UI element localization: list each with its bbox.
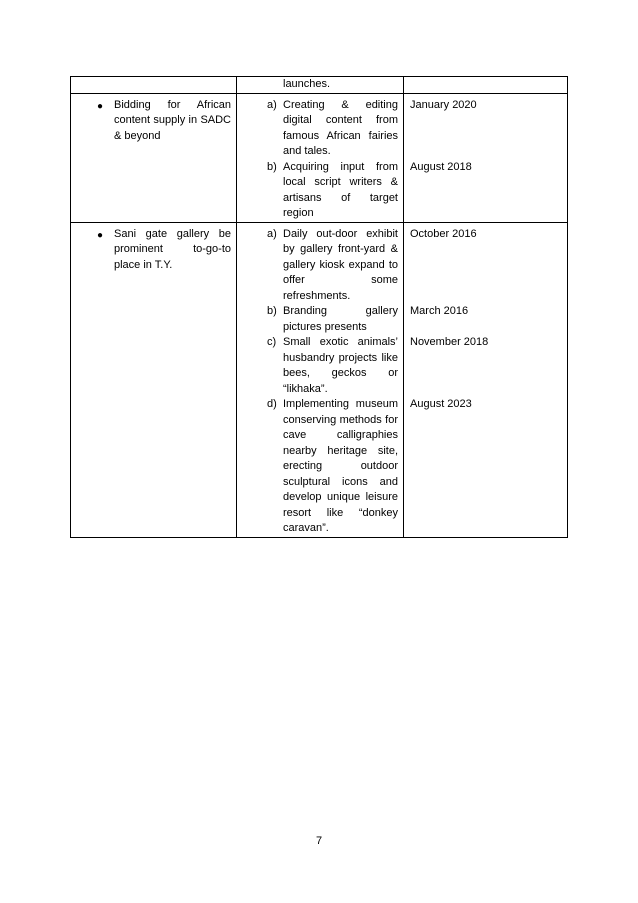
activity-text: Creating & editing digital content from famous African fairies and tales.: [283, 98, 398, 157]
date-cell: [404, 93, 568, 222]
activity-text: Branding gallery pictures presents: [283, 305, 398, 333]
list-item: [243, 397, 398, 537]
list-marker: d): [267, 398, 277, 410]
list-marker: b): [267, 160, 277, 173]
list-marker: b): [267, 305, 277, 317]
table-row: [71, 93, 568, 222]
goal-cell: [71, 222, 237, 537]
target-date: August 2018: [410, 160, 472, 173]
activity-text: Acquiring input from local script writers & artisans of target region: [283, 160, 398, 219]
date-cell: [404, 77, 568, 94]
action-plan-table: [70, 76, 568, 538]
activity-cell: [237, 77, 404, 94]
goal-cell: [71, 77, 237, 94]
activity-text: Small exotic animals’ husbandry projects like bees, geckos or “likhaka”.: [283, 336, 398, 395]
list-marker: a): [267, 227, 277, 240]
activity-cell: [237, 93, 404, 222]
target-date: November 2018: [410, 335, 489, 348]
date-cell: [404, 222, 568, 537]
target-date: August 2023: [410, 397, 472, 410]
activity-cell: [237, 222, 404, 537]
table-row: [71, 77, 568, 94]
goal-cell: [71, 93, 237, 222]
bullet-icon: ●: [97, 100, 104, 112]
activity-continuation: launches.: [283, 78, 331, 90]
goal-text: Bidding for African content supply in SADC & beyond: [114, 98, 231, 142]
list-item: [243, 98, 398, 160]
list-marker: a): [267, 98, 277, 111]
list-item: [243, 227, 398, 305]
activity-text: Daily out-door exhibit by gallery front-yard & gallery kiosk expand to offer some refreshments.: [283, 227, 398, 302]
target-date: January 2020: [410, 98, 477, 111]
target-date: October 2016: [410, 227, 477, 240]
list-item: [243, 335, 398, 397]
activity-text: Implementing museum conserving methods for cave calligraphies nearby heritage site, erecting outdoor sculptural icons and develop unique leisure resort like “donkey caravan”.: [283, 398, 398, 534]
list-marker: c): [267, 336, 277, 348]
page-number: 7: [315, 835, 323, 847]
goal-text: Sani gate gallery be prominent to-go-to place in T.Y.: [114, 227, 231, 271]
target-date: March 2016: [410, 304, 469, 317]
bullet-icon: ●: [97, 229, 104, 241]
list-item: [243, 304, 398, 335]
table-row: [71, 222, 568, 537]
list-item: [243, 160, 398, 222]
